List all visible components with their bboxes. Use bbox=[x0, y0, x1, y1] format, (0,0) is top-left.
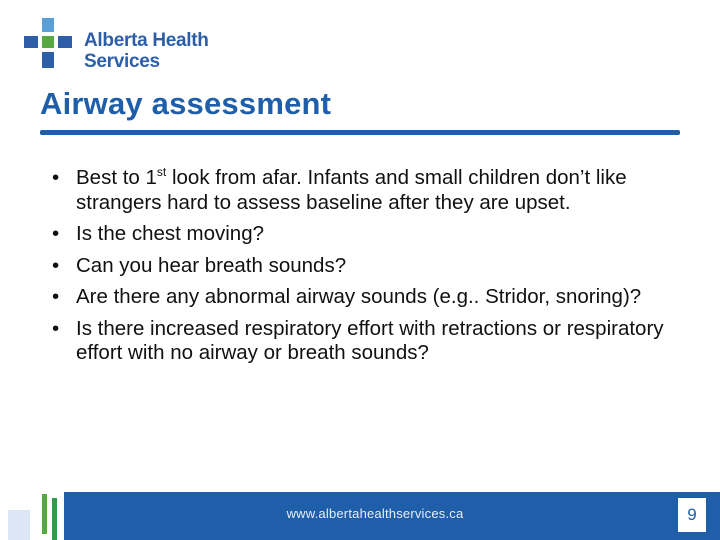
page-number: 9 bbox=[678, 498, 706, 532]
bullet-text-part: Best to 1 bbox=[76, 166, 157, 189]
bullet-dot-icon: • bbox=[52, 316, 60, 340]
bullet-text: Are there any abnormal airway sounds (e.g.. Stridor, snoring)? bbox=[76, 285, 642, 308]
bullet-text: Is the chest moving? bbox=[76, 222, 265, 245]
logo-line-1: Alberta Health bbox=[84, 30, 209, 51]
bullet-list bbox=[52, 166, 672, 373]
title-underline bbox=[40, 130, 680, 135]
bullet-text: Is there increased respiratory effort with retractions or respiratory effort with no airway or breath sounds? bbox=[76, 316, 664, 364]
bullet-item bbox=[52, 222, 672, 247]
bullet-item bbox=[52, 285, 672, 310]
bullet-item bbox=[52, 166, 672, 215]
bullet-item bbox=[52, 254, 672, 279]
slide-title: Airway assessment bbox=[40, 86, 332, 121]
bullet-superscript: st bbox=[156, 165, 167, 179]
ahs-logo bbox=[22, 16, 212, 72]
logo-line-2: Services bbox=[84, 51, 160, 72]
bullet-dot-icon: • bbox=[52, 166, 60, 189]
bullet-item bbox=[52, 317, 672, 366]
footer-url[interactable]: www.albertahealthservices.ca bbox=[286, 506, 464, 521]
bullet-dot-icon: • bbox=[52, 222, 60, 245]
bullet-dot-icon: • bbox=[52, 253, 60, 277]
footer-bar bbox=[0, 492, 720, 540]
bullet-text: Can you hear breath sounds? bbox=[76, 253, 347, 277]
logo-wordmark bbox=[84, 30, 209, 72]
bullet-text-part: look from afar. Infants and small children don’t like strangers hard to assess baseline after they are upset. bbox=[76, 166, 627, 214]
ahs-cross-logo-icon bbox=[22, 16, 78, 72]
bullet-dot-icon: • bbox=[52, 285, 60, 308]
